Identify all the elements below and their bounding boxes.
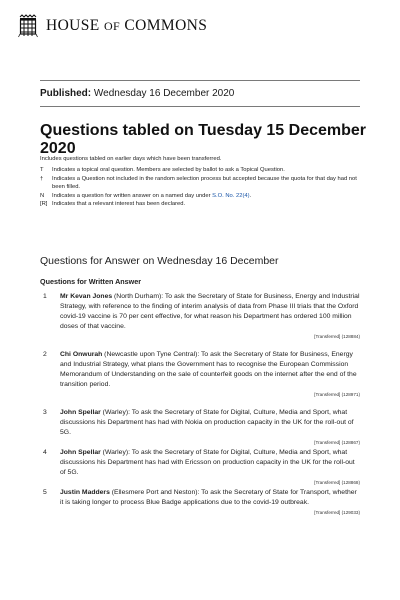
legend-symbol: N (40, 192, 45, 199)
legend-symbol: T (40, 167, 44, 173)
published-line (40, 88, 234, 99)
intro-text: Includes questions tabled on earlier days which have been transferred. (40, 156, 222, 162)
question-text: To ask the Secretary of State for Digital, Culture, Media and Sport, what discussions his Department has had with Nokia on production capacity in the UK for the roll-out of 5G. (60, 409, 354, 436)
question-member: John Spellar (60, 409, 101, 416)
legend-text: Indicates a Question not included in the random selection process but accepted because the quota for that day had not been filled. (52, 175, 357, 191)
question-number: 4 (43, 449, 47, 456)
question-constituency: (Newcastle upon Tyne Central): (102, 351, 200, 358)
house-name-of: OF (103, 19, 121, 33)
question-member: Chi Onwurah (60, 351, 103, 358)
question-text: To ask the Secretary of State for Business, Energy and Industrial Strategy, with reference to the finding of interim analysis of data from Phase III trials that the Oxford covid-19 vaccine is 70 per cent effective, for what reason his Department has ordered 100 million doses of that vaccine. (60, 293, 360, 330)
question-constituency: (Ellesmere Port and Neston): (109, 489, 200, 496)
question-body (60, 350, 360, 390)
legend-text: Indicates a topical oral question. Members are selected by ballot to ask a Topical Question. (52, 167, 285, 173)
question-number: 2 (43, 351, 47, 358)
legend-text-after: . (249, 192, 252, 199)
legend-item-named-day (40, 192, 370, 201)
question-body (60, 408, 360, 438)
page-title: Questions tabled on Tuesday 15 December 2020 (40, 122, 367, 157)
question-number: 1 (43, 293, 47, 300)
legend-symbol: [R] (40, 201, 48, 208)
question-member: John Spellar (60, 449, 101, 456)
legend-text: Indicates that a relevant interest has been declared. (52, 201, 186, 208)
question-reference: [Transferred] (128868) (314, 480, 360, 485)
question-text: To ask the Secretary of State for Business, Energy and Industrial Strategy, what plans the Government has to recognise the European Commission Memorandum of Understanding on the sale of counterfeit goods on the internet after the end of the transition period. (60, 351, 357, 388)
question-number: 3 (43, 409, 47, 416)
question-item (40, 350, 360, 399)
question-constituency: (Warley): (100, 449, 130, 456)
question-item (40, 448, 360, 487)
house-name (46, 17, 207, 35)
question-text: To ask the Secretary of State for Transport, whether it is taking longer to process Blue Badge applications due to the covid-19 outbreak. (60, 489, 357, 506)
question-reference: [Transferred] (129033) (314, 510, 360, 515)
standing-order-link[interactable]: S.O. No. 22(4) (212, 192, 250, 199)
legend-item-dagger (40, 175, 370, 192)
legend-text (52, 192, 370, 201)
question-constituency: (Warley): (100, 409, 130, 416)
legend-item-relevant-interest (40, 200, 370, 209)
question-member: Mr Kevan Jones (60, 293, 113, 300)
question-member: Justin Madders (60, 489, 110, 496)
section-title: Questions for Answer on Wednesday 16 December (40, 255, 279, 267)
question-body (60, 448, 360, 478)
legend-symbol: † (40, 175, 44, 182)
legend-text-main: Indicates a question for written answer on a named day under (52, 192, 213, 199)
divider-bottom (40, 106, 360, 107)
question-number: 5 (43, 489, 47, 496)
question-item (40, 408, 360, 447)
question-reference: [Transferred] (128867) (314, 440, 360, 445)
house-name-first: HOUSE (46, 17, 104, 34)
question-item (40, 488, 360, 517)
question-constituency: (North Durham): (112, 293, 164, 300)
question-text: To ask the Secretary of State for Digital, Culture, Media and Sport, what discussions his Department has had with Ericsson on production capacity in the UK for the roll-out of 5G. (60, 449, 355, 476)
question-body (60, 488, 360, 508)
divider-top (40, 80, 360, 81)
question-reference: [Transferred] (128971) (314, 392, 360, 397)
legend-item-topical (40, 166, 370, 175)
question-item (40, 292, 360, 341)
portcullis-logo-icon (18, 14, 38, 38)
question-reference: [Transferred] (128884) (314, 334, 360, 339)
house-name-last: COMMONS (120, 17, 208, 34)
masthead (18, 14, 207, 38)
published-label: Published: (40, 88, 92, 99)
subsection-title: Questions for Written Answer (40, 277, 142, 286)
question-body (60, 292, 360, 332)
published-date: Wednesday 16 December 2020 (93, 88, 235, 99)
legend (40, 166, 370, 209)
